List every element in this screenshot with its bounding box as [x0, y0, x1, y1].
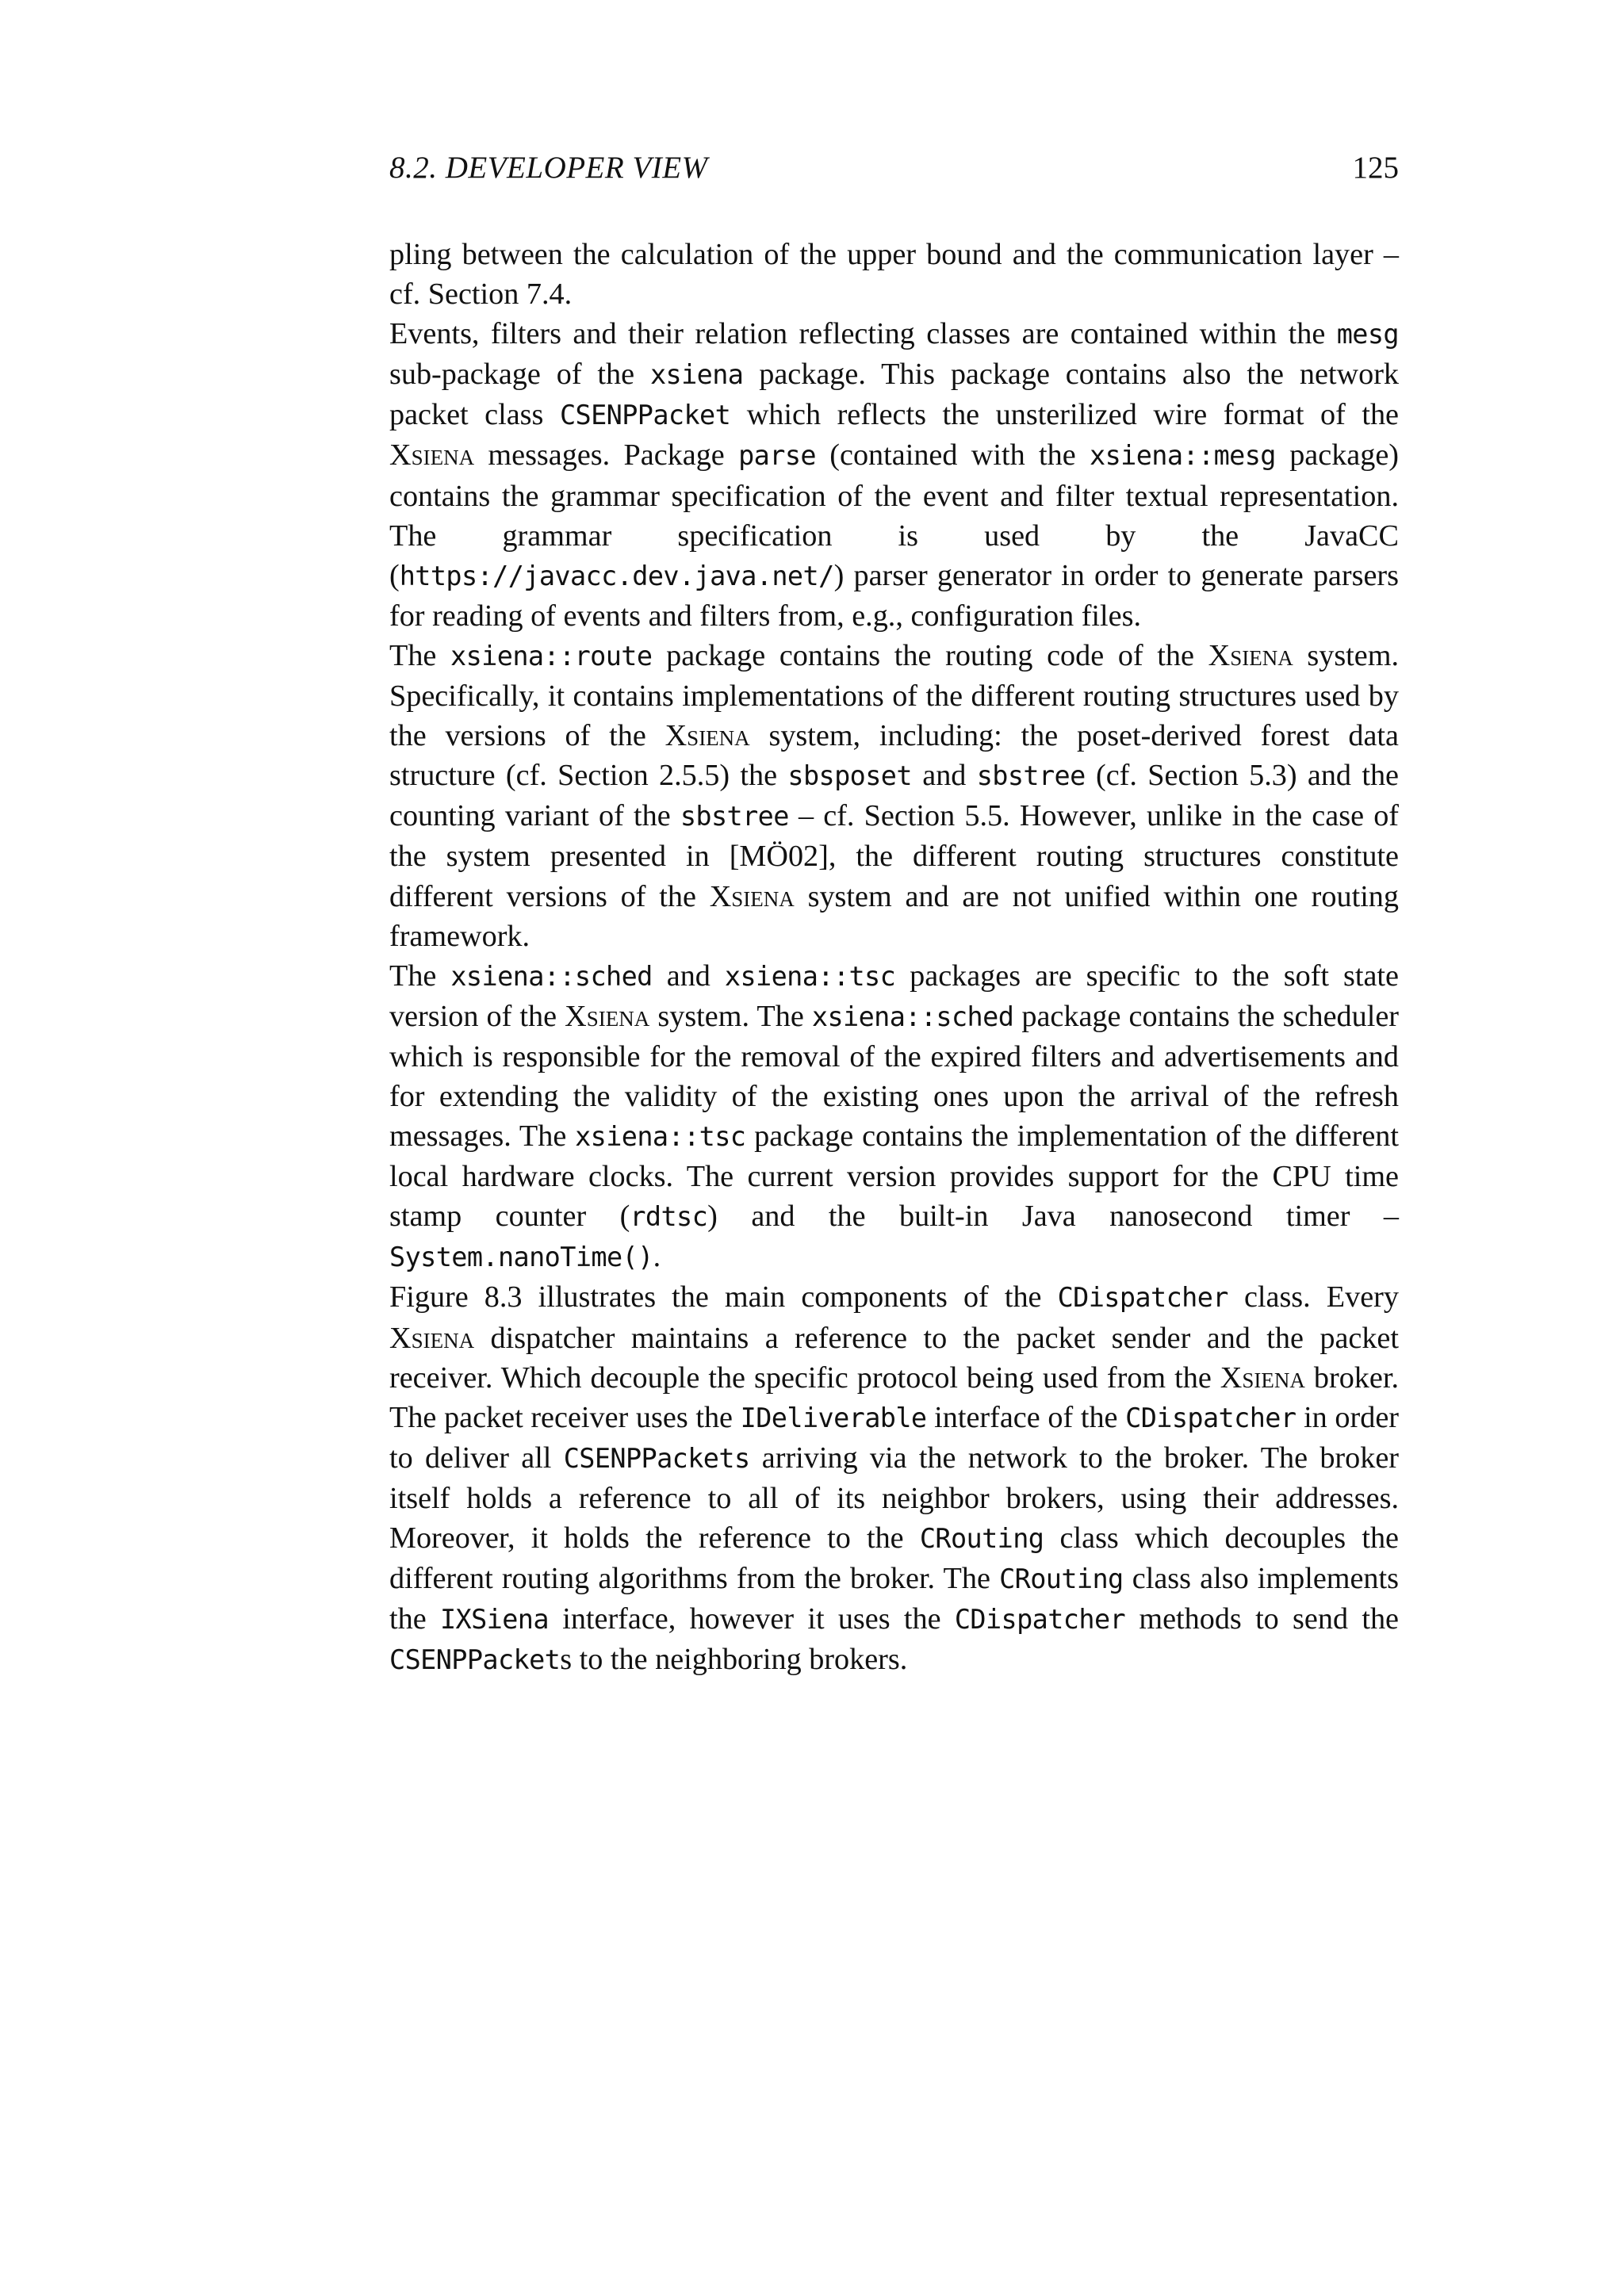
text-run: Events, filters and their relation reflecting classes are contained within the [389, 317, 1337, 351]
text-run: arriving via the network to the broker. The broker itself holds a reference to all of its neighbor brokers, using their addresses. Moreover, it holds the reference to the [389, 1441, 1399, 1555]
text-run: Figure 8.3 illustrates the main components of the [389, 1280, 1058, 1314]
text-run: broker. The packet receiver uses the [389, 1360, 1399, 1434]
text-run: ) parser generator in order to generate parsers for reading of events and filters from, e.g., configuration files. [389, 558, 1399, 633]
text-run: class. Every X [389, 1280, 1399, 1355]
text-run: The [389, 959, 451, 993]
text-run: in order to deliver all [389, 1400, 1399, 1475]
code-xsiena-tsc: xsiena::tsc [575, 1121, 746, 1153]
text-run: s to the neighboring brokers. [560, 1643, 908, 1677]
text-run: interface, however it uses the [548, 1602, 955, 1636]
text-run: system, including: the poset-derived forest data structure (cf. Section 2.5.5) the [389, 719, 1399, 793]
text-run: . [653, 1240, 661, 1274]
code-mesg: mesg [1336, 319, 1399, 350]
code-ideliverable: IDeliverable [740, 1402, 927, 1433]
smallcaps-siena: siena [1230, 638, 1293, 672]
text-run: interface of the [926, 1400, 1126, 1434]
text-run: system and are not unified within one routing framework. [389, 879, 1399, 953]
text-run: ) and the built-in Java nanosecond timer – [707, 1200, 1399, 1234]
code-crouting: CRouting [919, 1523, 1044, 1554]
code-sbstree: sbstree [680, 801, 789, 832]
smallcaps-siena: siena [586, 999, 650, 1033]
smallcaps-siena: siena [687, 719, 750, 753]
paragraph-3 [389, 636, 1399, 956]
smallcaps-siena: siena [411, 1321, 475, 1355]
text-run: system. Specifically, it contains implementations of the different routing structures used by the versions of the X [389, 638, 1399, 753]
code-javacc-url: https://javacc.dev.java.net/ [399, 560, 834, 591]
text-run: methods to send the [1125, 1602, 1399, 1636]
text-run: package) contains the grammar specification of the event and filter textual representation. The grammar specification is used by the JavaCC ( [389, 438, 1399, 592]
code-xsiena-sched: xsiena::sched [450, 960, 653, 992]
text-run: package contains the implementation of the different local hardware clocks. The current version provides support for the CPU time stamp counter ( [389, 1119, 1399, 1234]
smallcaps-siena: siena [411, 438, 475, 473]
text-run: (cf. Section 5.3) and the counting variant of the [389, 759, 1399, 833]
text-run: messages. Package [474, 438, 739, 473]
code-csenppacket: CSENPPacket [389, 1644, 561, 1676]
code-system-nanotime: System.nanoTime() [389, 1242, 653, 1273]
text-run: package. This package contains also the network packet class [389, 358, 1400, 432]
text-run: and [652, 959, 725, 993]
text-run: class which decouples the different routing algorithms from the broker. The [389, 1521, 1399, 1596]
code-parse: parse [738, 440, 816, 472]
smallcaps-siena: siena [731, 879, 795, 913]
text-run: The [389, 638, 451, 672]
code-sbstree: sbstree [976, 760, 1086, 792]
text-run: sub-package of the [389, 358, 650, 392]
paragraph-4 [389, 956, 1399, 1278]
code-xsiena-tsc: xsiena::tsc [724, 960, 896, 992]
paragraph-1 [389, 235, 1399, 314]
code-csenppacket: CSENPPacket [559, 400, 731, 431]
code-cdispatcher: CDispatcher [954, 1604, 1126, 1636]
page-number: 125 [1352, 151, 1399, 185]
code-sbsposet: sbsposet [787, 760, 912, 792]
text-run: pling between the calculation of the upper bound and the communication layer – cf. Section 7.4. [389, 238, 1399, 312]
text-run: dispatcher maintains a reference to the packet sender and the packet receiver. Which decouple the specific protocol being used from the X [389, 1321, 1399, 1395]
text-run: package contains the scheduler which is responsible for the removal of the expired filters and advertisements and for extending the validity of the existing ones upon the arrival of the refresh messages. The [389, 999, 1399, 1154]
text-run: class also implements the [389, 1562, 1399, 1636]
body-text [389, 235, 1399, 1680]
paragraph-5 [389, 1277, 1399, 1680]
code-xsiena: xsiena [649, 359, 744, 391]
code-cdispatcher: CDispatcher [1125, 1402, 1297, 1433]
section-title: 8.2. DEVELOPER VIEW [389, 151, 708, 185]
code-ixsiena: IXSiena [439, 1604, 549, 1636]
text-run: which reflects the unsterilized wire format of the X [389, 398, 1399, 473]
text-run: – cf. Section 5.5. However, unlike in the case of the system presented in [MÖ02], the different routing structures constitute different versions of the X [389, 799, 1399, 913]
text-run: system. The [649, 999, 812, 1033]
running-header [389, 146, 1399, 190]
code-xsiena-route: xsiena::route [450, 640, 653, 672]
code-xsiena-sched: xsiena::sched [811, 1001, 1014, 1032]
text-run: (contained with the [815, 438, 1090, 473]
text-run: and [911, 759, 977, 793]
code-cdispatcher: CDispatcher [1057, 1282, 1228, 1314]
smallcaps-siena: siena [1242, 1360, 1305, 1395]
code-crouting: CRouting [999, 1563, 1124, 1595]
code-xsiena-mesg: xsiena::mesg [1090, 440, 1276, 472]
text-run: package contains the routing code of the X [652, 638, 1231, 672]
code-rdtsc: rdtsc [630, 1201, 708, 1233]
code-csenppackets: CSENPPackets [563, 1442, 750, 1474]
paragraph-2 [389, 314, 1399, 636]
text-run: packages are specific to the soft state version of the X [389, 959, 1399, 1033]
